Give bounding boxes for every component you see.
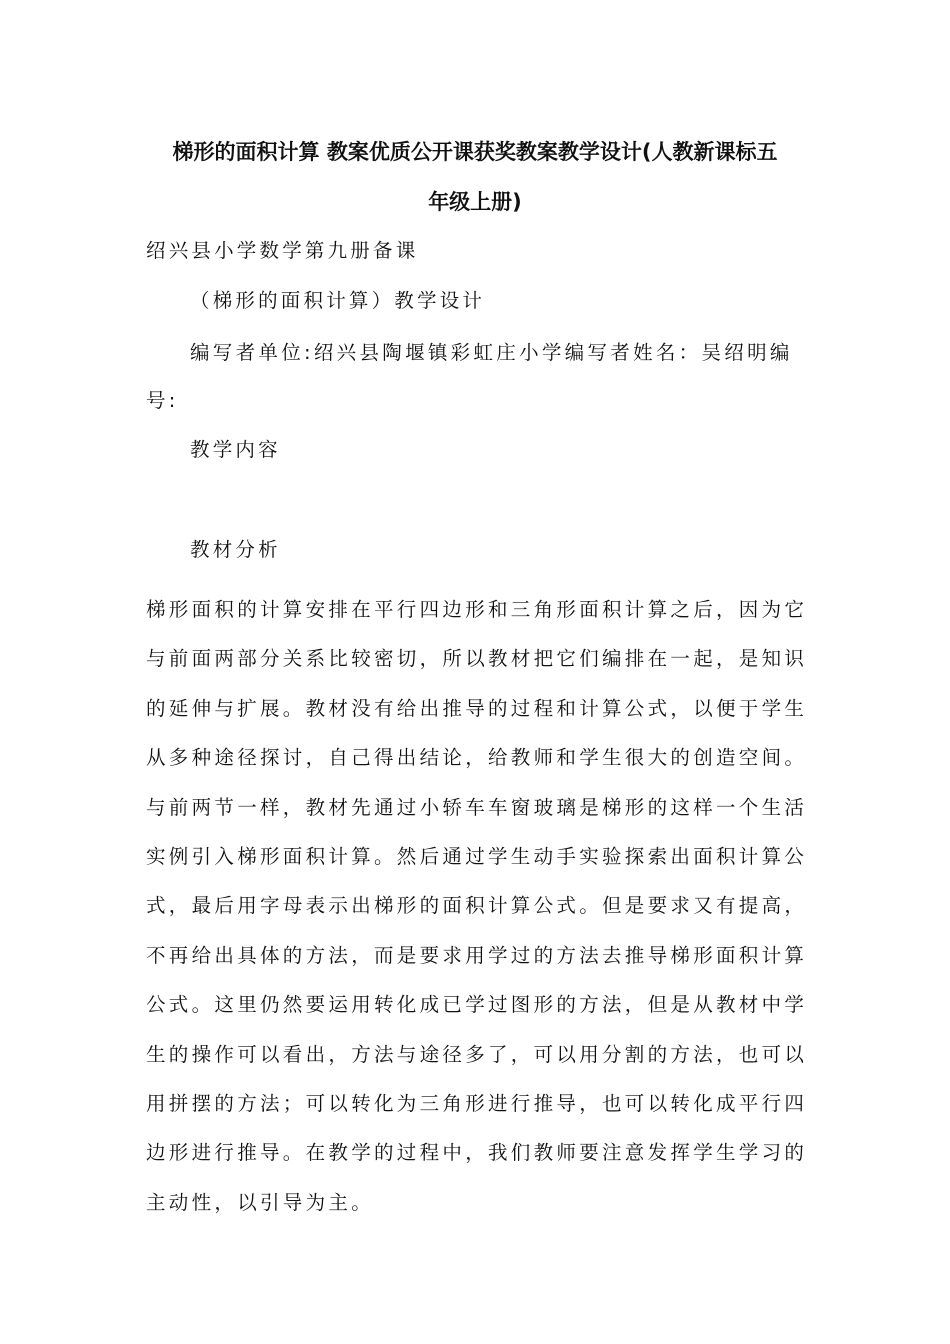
paragraph-line: 实例引入梯形面积计算。然后通过学生动手实验探索出面积计算公: [146, 844, 808, 868]
section-heading-analysis: 教材分析: [190, 538, 281, 561]
section-heading-content: 教学内容: [190, 438, 281, 461]
paragraph-line: 主动性，以引导为主。: [146, 1190, 375, 1214]
paragraph-line: 不再给出具体的方法，而是要求用学过的方法去推导梯形面积计算: [146, 943, 808, 967]
paragraph-line: 生的操作可以看出，方法与途径多了，可以用分割的方法，也可以: [146, 1042, 808, 1066]
paragraph-line: 用拼摆的方法；可以转化为三角形进行推导，也可以转化成平行四: [146, 1091, 808, 1115]
title-line-1: 梯形的面积计算 教案优质公开课获奖教案教学设计(人教新课标五: [172, 140, 778, 164]
subtitle: 绍兴县小学数学第九册备课: [146, 239, 419, 262]
paragraph-line: 与前两节一样，教材先通过小轿车车窗玻璃是梯形的这样一个生活: [146, 795, 808, 819]
author-line-2: 号:: [146, 389, 179, 412]
lesson-title: （梯形的面积计算）教学设计: [190, 289, 486, 312]
paragraph-line: 公式。这里仍然要运用转化成已学过图形的方法，但是从教材中学: [146, 993, 808, 1017]
paragraph-line: 从多种途径探讨，自己得出结论，给教师和学生很大的创造空间。: [146, 746, 808, 770]
paragraph-line: 边形进行推导。在教学的过程中，我们教师要注意发挥学生学习的: [146, 1141, 808, 1165]
analysis-paragraph: [146, 585, 808, 1227]
paragraph-line: 梯形面积的计算安排在平行四边形和三角形面积计算之后，因为它: [146, 598, 808, 621]
document-title: [146, 127, 804, 227]
paragraph-line: 与前面两部分关系比较密切，所以教材把它们编排在一起，是知识: [146, 647, 808, 671]
author-line-1: 编写者单位:绍兴县陶堰镇彩虹庄小学编写者姓名：吴绍明编: [190, 341, 793, 364]
paragraph-line: 式，最后用字母表示出梯形的面积计算公式。但是要求又有提高，: [146, 894, 808, 918]
paragraph-line: 的延伸与扩展。教材没有给出推导的过程和计算公式，以便于学生: [146, 696, 808, 720]
title-line-2: 年级上册): [428, 190, 522, 214]
